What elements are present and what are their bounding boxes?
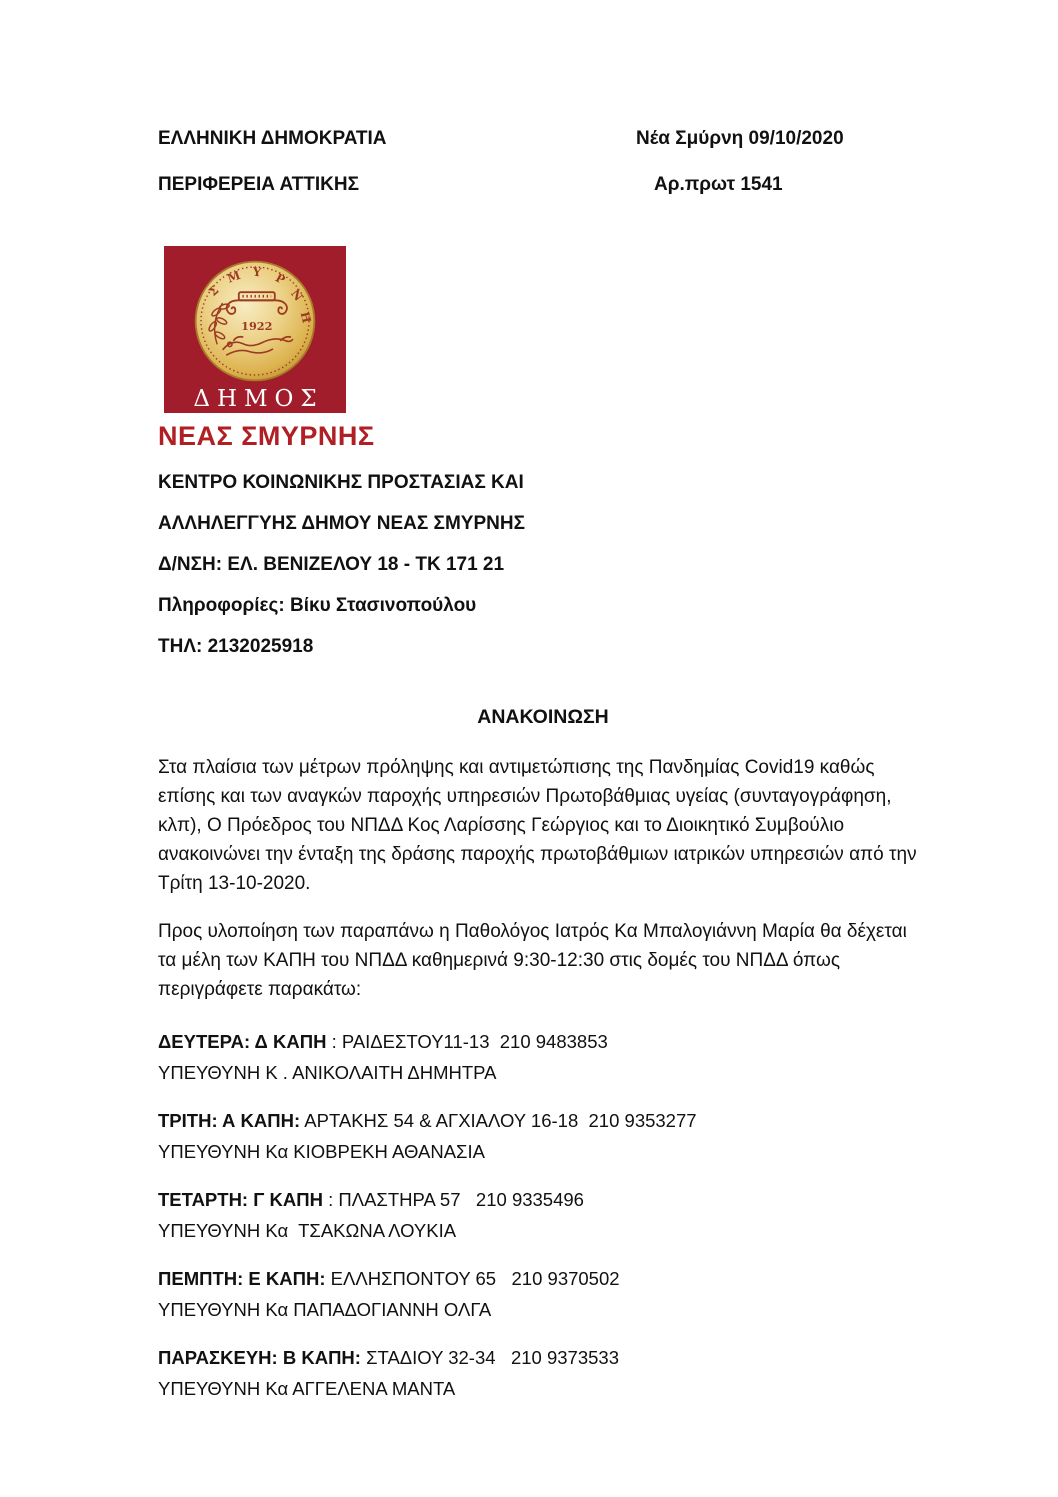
coin-letter-mu: Μ	[225, 267, 243, 286]
weekly-schedule	[158, 1026, 928, 1404]
coin-letter-nu: Ν	[288, 286, 306, 304]
coin-letter-eta: Η	[297, 310, 314, 325]
coin-svg	[189, 258, 321, 384]
logo-red-square	[164, 246, 346, 413]
coin-letter-rho: Ρ	[273, 270, 288, 288]
schedule-location: ΑΡΤΑΚΗΣ 54 & ΑΓΧΙΑΛΟΥ 16-18 210 9353277	[300, 1110, 697, 1131]
schedule-entry-monday	[158, 1026, 928, 1088]
schedule-responsible: ΥΠΕΥΘΥΝΗ Κα ΚΙΟΒΡΕΚΗ ΑΘΑΝΑΣΙΑ	[158, 1141, 485, 1162]
schedule-location: ΕΛΛΗΣΠΟΝΤΟΥ 65 210 9370502	[325, 1268, 620, 1289]
schedule-entry-friday	[158, 1342, 928, 1404]
protocol-number: Αρ.πρωτ 1541	[654, 174, 783, 195]
org-name-line-2: ΑΛΛΗΛΕΓΓΥΗΣ ΔΗΜΟΥ ΝΕΑΣ ΣΜΥΡΝΗΣ	[158, 513, 525, 534]
schedule-day-label: ΠΕΜΠΤΗ: Ε ΚΑΠΗ:	[158, 1268, 326, 1289]
body-paragraph-1: Στα πλαίσια των μέτρων πρόληψης και αντιμετώπισης της Πανδημίας Covid19 καθώς επίσης και των αναγκών παροχής υπηρεσιών Πρωτοβάθμιας υγείας (συνταγογράφηση, κλπ), Ο Πρόεδρος του ΝΠΔΔ Κος Λαρίσσης Γεώργιος και το Διοικητικό Συμβούλιο ανακοινώνει την ένταξη της δράσης παροχής πρωτοβάθμιων ιατρικών υπηρεσιών από την Τρίτη 13-10-2020.	[158, 757, 917, 894]
schedule-responsible: ΥΠΕΥΘΥΝΗ Κα ΑΓΓΕΛΕΝΑ ΜΑΝΤΑ	[158, 1378, 456, 1399]
schedule-location: : ΡΑΙΔΕΣΤΟΥ11-13 210 9483853	[326, 1031, 608, 1052]
org-contact-person: Πληροφορίες: Βίκυ Στασινοπούλου	[158, 595, 477, 616]
org-address-line: Δ/ΝΣΗ: ΕΛ. ΒΕΝΙΖΕΛΟΥ 18 - ΤΚ 171 21	[158, 554, 505, 575]
schedule-entry-wednesday	[158, 1184, 928, 1246]
schedule-location: ΣΤΑΔΙΟΥ 32-34 210 9373533	[360, 1347, 619, 1368]
org-name-line-1: ΚΕΝΤΡΟ ΚΟΙΝΩΝΙΚΗΣ ΠΡΟΣΤΑΣΙΑΣ ΚΑΙ	[158, 472, 524, 493]
schedule-entry-tuesday	[158, 1105, 928, 1167]
municipality-logo	[158, 246, 375, 452]
letterhead	[158, 128, 928, 220]
coin-letter-upsilon: Υ	[252, 264, 262, 280]
org-phone-line: ΤΗΛ: 2132025918	[158, 636, 314, 657]
coin-year: 1922	[241, 319, 273, 333]
logo-dimos-label: ΔΗΜΟΣ	[193, 386, 324, 412]
logo-municipality-name: ΝΕΑΣ ΣΜΥΡΝΗΣ	[158, 421, 375, 451]
coin-letter-sigma: Σ	[205, 283, 222, 299]
state-name: ΕΛΛΗΝΙΚΗ ΔΗΜΟΚΡΑΤΙΑ	[158, 128, 387, 149]
schedule-day-label: ΤΕΤΑΡΤΗ: Γ ΚΑΠΗ	[158, 1189, 323, 1210]
announcement-title: ΑΝΑΚΟΙΝΩΣΗ	[477, 706, 609, 728]
schedule-responsible: ΥΠΕΥΘΥΝΗ Κ . ΑΝΙΚΟΛΑΙΤΗ ΔΗΜΗΤΡΑ	[158, 1062, 497, 1083]
body-paragraph-2: Προς υλοποίηση των παραπάνω η Παθολόγος Ιατρός Κα Μπαλογιάννη Μαρία θα δέχεται τα μέλη των ΚΑΠΗ του ΝΠΔΔ καθημερινά 9:30-12:30 στις δομές του ΝΠΔΔ όπως περιγράφετε παρακάτω:	[158, 921, 907, 1000]
schedule-responsible: ΥΠΕΥΘΥΝΗ Κα ΤΣΑΚΩΝΑ ΛΟΥΚΙΑ	[158, 1220, 457, 1241]
schedule-day-label: ΔΕΥΤΕΡΑ: Δ ΚΑΠΗ	[158, 1031, 327, 1052]
coin-emblem-icon	[189, 258, 321, 384]
place-date: Νέα Σμύρνη 09/10/2020	[636, 128, 844, 149]
organisation-block	[158, 472, 928, 658]
schedule-responsible: ΥΠΕΥΘΥΝΗ Κα ΠΑΠΑΔΟΓΙΑΝΝΗ ΟΛΓΑ	[158, 1299, 492, 1320]
schedule-entry-thursday	[158, 1263, 928, 1325]
schedule-location: : ΠΛΑΣΤΗΡΑ 57 210 9335496	[322, 1189, 584, 1210]
schedule-day-label: ΤΡΙΤΗ: Α ΚΑΠΗ:	[158, 1110, 301, 1131]
schedule-day-label: ΠΑΡΑΣΚΕΥΗ: Β ΚΑΠΗ:	[158, 1347, 361, 1368]
region-name: ΠΕΡΙΦΕΡΕΙΑ ΑΤΤΙΚΗΣ	[158, 174, 360, 195]
document-page	[158, 128, 928, 1421]
